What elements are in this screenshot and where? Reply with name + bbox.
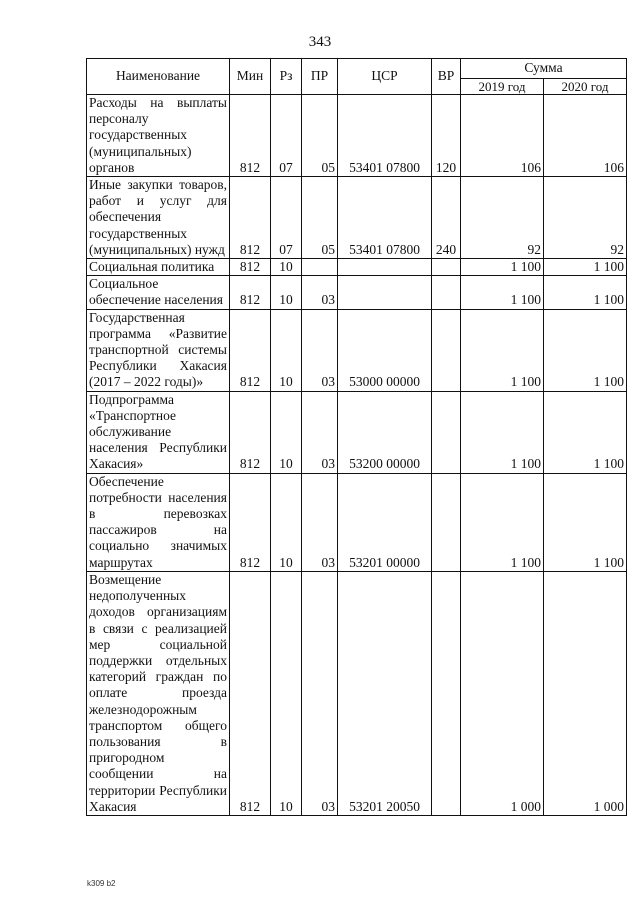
- row-name: Социальное обеспечение населения: [87, 276, 230, 309]
- row-amount-2020: 1 100: [544, 391, 627, 473]
- table-row: [87, 571, 627, 815]
- row-amount-2019: 1 100: [461, 391, 544, 473]
- row-rz: 07: [271, 177, 302, 259]
- row-amount-2020: 1 100: [544, 276, 627, 309]
- row-pr: 03: [302, 571, 338, 815]
- row-amount-2019: 1 100: [461, 309, 544, 391]
- row-min: 812: [230, 95, 271, 177]
- row-pr: 03: [302, 391, 338, 473]
- row-pr: 05: [302, 95, 338, 177]
- row-name: Обеспечение потребности населения в перевозках пассажиров на социально значимых маршрутах: [87, 473, 230, 571]
- row-vr: [432, 309, 461, 391]
- row-rz: 07: [271, 95, 302, 177]
- row-csr: 53201 20050: [338, 571, 432, 815]
- row-vr: [432, 473, 461, 571]
- row-amount-2020: 92: [544, 177, 627, 259]
- budget-table: [86, 58, 627, 816]
- header-pr: ПР: [302, 59, 338, 95]
- header-min: Мин: [230, 59, 271, 95]
- row-amount-2019: 1 000: [461, 571, 544, 815]
- header-rz: Рз: [271, 59, 302, 95]
- row-amount-2019: 1 100: [461, 473, 544, 571]
- row-min: 812: [230, 276, 271, 309]
- row-pr: [302, 259, 338, 276]
- table-body: [87, 95, 627, 816]
- row-csr: 53401 07800: [338, 95, 432, 177]
- row-vr: [432, 276, 461, 309]
- row-csr: 53201 00000: [338, 473, 432, 571]
- table-row: [87, 276, 627, 309]
- row-amount-2020: 1 100: [544, 259, 627, 276]
- header-year-2020: 2020 год: [544, 79, 627, 95]
- row-pr: 03: [302, 309, 338, 391]
- table-row: [87, 177, 627, 259]
- row-amount-2020: 1 000: [544, 571, 627, 815]
- row-name: Государственная программа «Развитие транспортной системы Республики Хакасия (2017 – 2022 годы)»: [87, 309, 230, 391]
- row-csr: 53200 00000: [338, 391, 432, 473]
- table-row: [87, 391, 627, 473]
- row-min: 812: [230, 473, 271, 571]
- row-csr: [338, 259, 432, 276]
- row-rz: 10: [271, 309, 302, 391]
- row-rz: 10: [271, 473, 302, 571]
- row-amount-2020: 1 100: [544, 309, 627, 391]
- row-csr: 53000 00000: [338, 309, 432, 391]
- row-pr: 03: [302, 276, 338, 309]
- header-year-2019: 2019 год: [461, 79, 544, 95]
- table-row: [87, 473, 627, 571]
- header-sum: Сумма: [461, 59, 627, 79]
- row-rz: 10: [271, 276, 302, 309]
- row-vr: [432, 571, 461, 815]
- row-min: 812: [230, 177, 271, 259]
- header-name: Наименование: [87, 59, 230, 95]
- page-number: 343: [308, 34, 332, 50]
- table-row: [87, 309, 627, 391]
- row-rz: 10: [271, 259, 302, 276]
- row-min: 812: [230, 309, 271, 391]
- row-pr: 03: [302, 473, 338, 571]
- row-name: Возмещение недополученных доходов организациям в связи с реализацией мер социальной поддержки отдельных категорий граждан по оплате проезда железнодорожным транспортом общего пользования в пригородном сообщении на территории Республики Хакасия: [87, 571, 230, 815]
- row-vr: 240: [432, 177, 461, 259]
- row-amount-2019: 106: [461, 95, 544, 177]
- row-min: 812: [230, 259, 271, 276]
- row-rz: 10: [271, 571, 302, 815]
- row-name: Иные закупки товаров, работ и услуг для обеспечения государственных (муниципальных) нужд: [87, 177, 230, 259]
- footer-code: k309 b2: [87, 879, 116, 888]
- table-row: [87, 95, 627, 177]
- row-csr: 53401 07800: [338, 177, 432, 259]
- row-min: 812: [230, 571, 271, 815]
- row-vr: [432, 259, 461, 276]
- row-vr: 120: [432, 95, 461, 177]
- row-amount-2020: 1 100: [544, 473, 627, 571]
- row-min: 812: [230, 391, 271, 473]
- row-csr: [338, 276, 432, 309]
- row-amount-2020: 106: [544, 95, 627, 177]
- header-csr: ЦСР: [338, 59, 432, 95]
- row-amount-2019: 92: [461, 177, 544, 259]
- row-vr: [432, 391, 461, 473]
- table-row: [87, 259, 627, 276]
- header-vr: ВР: [432, 59, 461, 95]
- row-name: Подпрограмма «Транспортное обслуживание населения Республики Хакасия»: [87, 391, 230, 473]
- row-name: Расходы на выплаты персоналу государственных (муниципальных) органов: [87, 95, 230, 177]
- row-name: Социальная политика: [87, 259, 230, 276]
- row-amount-2019: 1 100: [461, 259, 544, 276]
- row-rz: 10: [271, 391, 302, 473]
- row-amount-2019: 1 100: [461, 276, 544, 309]
- row-pr: 05: [302, 177, 338, 259]
